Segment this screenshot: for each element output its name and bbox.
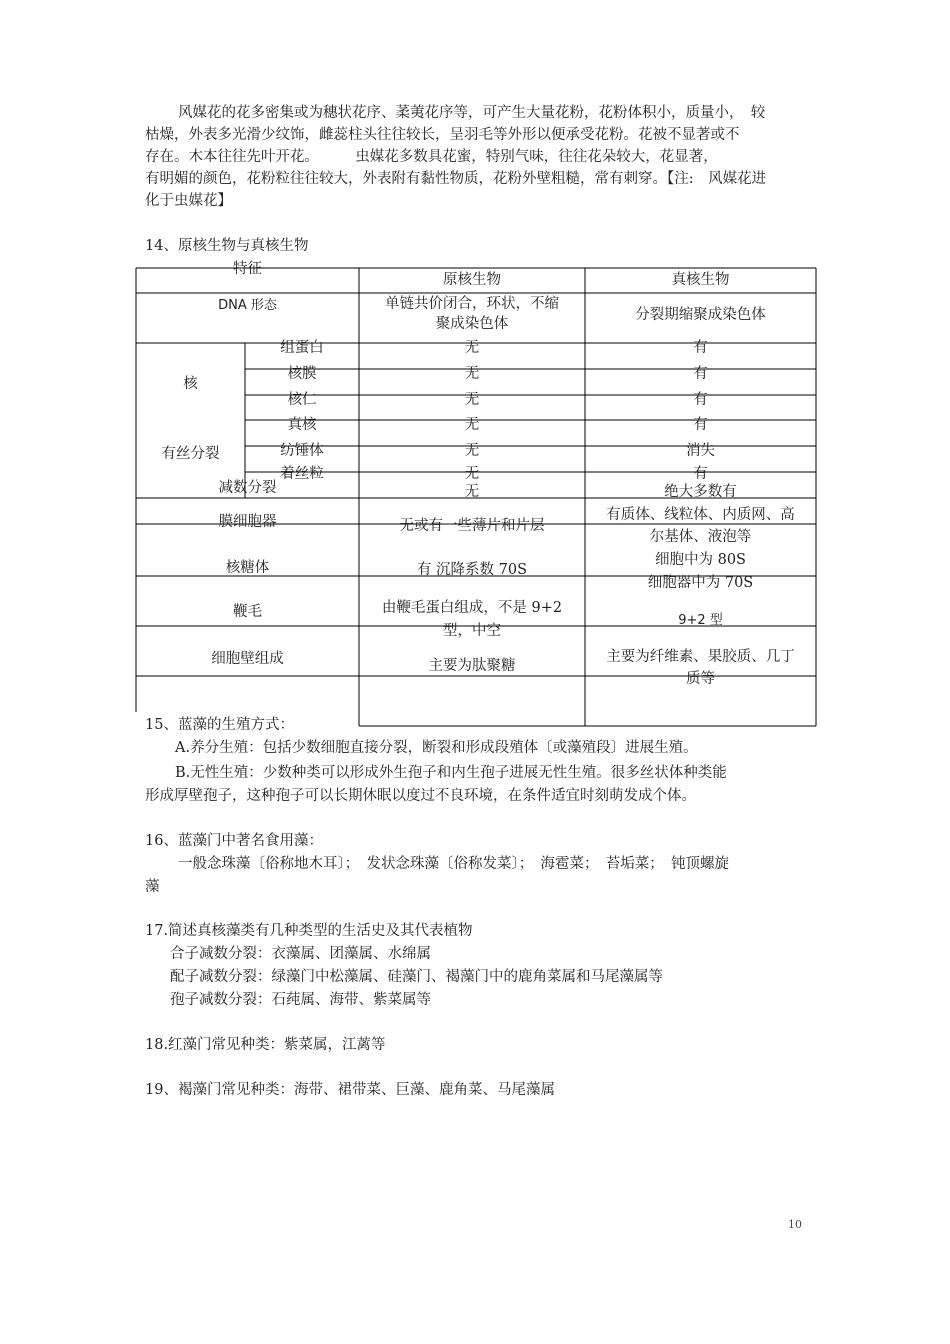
intro-line-5: 化于虫媒花】	[145, 193, 232, 209]
subrow-prokaryote: 无	[464, 392, 480, 408]
subrow-label: 核膜	[287, 366, 317, 382]
header-prokaryote: 原核生物	[443, 272, 501, 288]
row-ribosome-prokaryote: 有 沉降系数 70S	[416, 562, 528, 578]
header-eukaryote: 真核生物	[671, 272, 730, 288]
row-cellwall-prokaryote: 主要为肽聚糖	[428, 658, 516, 674]
intro-line-1: 风媒花的花多密集或为穗状花序、葇荑花序等，可产生大量花粉，花粉体积小，质量小， 较	[178, 105, 766, 121]
group-mitosis-label: 有丝分裂	[161, 446, 220, 462]
row-dna-prokaryote-line1: 单链共价闭合，环状，不缩	[385, 296, 559, 312]
row-ribosome-eukaryote-line2: 细胞器中为 70S	[647, 575, 754, 591]
section-14-title: 14、原核生物与真核生物	[145, 238, 309, 254]
section-15-item-b-line2: 形成厚壁孢子，这种孢子可以长期休眠以度过不良环境，在条件适宜时刻萌发成个体。	[145, 788, 696, 804]
section-16-line2: 藻	[145, 879, 160, 895]
row-cellwall-eukaryote-line1: 主要为纤维素、果胶质、几丁	[606, 649, 795, 665]
intro-line-3: 存在。木本往往先叶开花。 虫媒花多数具花蜜，特别气味，往往花朵较大，花显著，	[145, 149, 718, 165]
row-meiosis-prokaryote: 无	[464, 484, 480, 500]
group-nucleus-label: 核	[183, 376, 198, 392]
section-17-title: 17.简述真核藻类有几种类型的生活史及其代表植物	[145, 923, 473, 939]
row-organelle-label: 膜细胞器	[218, 514, 277, 530]
row-dna-label: DNA 形态	[218, 298, 277, 313]
row-organelle-prokaryote: 无或有一些薄片和片层	[399, 518, 545, 534]
subrow-label: 核仁	[287, 392, 317, 408]
row-flagellum-eukaryote: 9+2 型	[678, 613, 723, 628]
section-17-item: 合子减数分裂：衣藻属、团藻属、水绵属	[170, 946, 431, 962]
subrow-label: 真核	[287, 417, 317, 433]
row-flagellum-prokaryote-line1: 由鞭毛蛋白组成，不是 9+2	[381, 600, 563, 616]
section-16-title: 16、蓝藻门中著名食用藻：	[145, 833, 323, 849]
row-ribosome-label: 核糖体	[225, 560, 270, 576]
subrow-eukaryote: 有	[693, 366, 708, 382]
row-meiosis-eukaryote: 绝大多数有	[664, 484, 737, 500]
section-17-item: 配子减数分裂：绿藻门中松藻属、硅藻门、褐藻门中的鹿角菜属和马尾藻属等	[170, 969, 663, 985]
subrow-eukaryote: 有	[693, 392, 708, 408]
subrow-eukaryote: 有	[693, 340, 708, 356]
row-flagellum-prokaryote-line2: 型，中空	[443, 623, 501, 639]
row-organelle-eukaryote-line1: 有质体、线粒体、内质网、高	[606, 507, 795, 523]
subrow-eukaryote: 有	[693, 417, 708, 433]
section-16-line1: 一般念珠藻〔俗称地木耳〕； 发状念珠藻〔俗称发菜〕； 海雹菜； 苔垢菜； 钝顶螺旋	[178, 856, 729, 872]
subrow-prokaryote: 无	[464, 340, 480, 356]
section-17-item: 孢子减数分裂：石莼属、海带、紫菜属等	[170, 992, 431, 1008]
subrow-prokaryote: 无	[464, 417, 480, 433]
row-dna-eukaryote: 分裂期缩聚成染色体	[635, 307, 766, 323]
row-dna-prokaryote-line2: 聚成染色体	[435, 316, 509, 332]
row-flagellum-label: 鞭毛	[233, 604, 262, 620]
header-feature: 特征	[233, 261, 262, 277]
row-ribosome-eukaryote-line1: 细胞中为 80S	[655, 552, 746, 568]
section-15-title: 15、蓝藻的生殖方式：	[145, 717, 294, 733]
row-organelle-eukaryote-line2: 尔基体、液泡等	[649, 529, 752, 545]
section-15-item-b-line1: B.无性生殖：少数种类可以形成外生孢子和内生孢子进展无性生殖。很多丝状体种类能	[175, 765, 727, 781]
subrow-eukaryote: 有	[693, 466, 708, 482]
intro-line-4: 有明媚的颜色，花粉粒往往较大，外表附有黏性物质，花粉外壁粗糙，常有刺穿。【注: 风媒花进	[145, 171, 767, 187]
row-cellwall-label: 细胞壁组成	[211, 651, 284, 667]
subrow-prokaryote: 无	[464, 443, 480, 459]
row-cellwall-eukaryote-line2: 质等	[686, 671, 715, 687]
subrow-eukaryote: 消失	[686, 443, 715, 459]
subrow-label: 纺锤体	[280, 443, 324, 459]
subrow-prokaryote: 无	[464, 366, 480, 382]
page-number: 10	[788, 1218, 802, 1231]
subrow-label: 着丝粒	[280, 466, 324, 482]
subrow-label: 组蛋白	[280, 340, 324, 356]
subrow-prokaryote: 无	[464, 466, 480, 482]
intro-line-2: 枯燥，外表多光滑少纹饰，雌蕊柱头往往较长，呈羽毛等外形以便承受花粉。花被不显著或不	[145, 127, 740, 143]
section-15-item-a: A.养分生殖：包括少数细胞直接分裂，断裂和形成段殖体〔或藻殖段〕进展生殖。	[175, 740, 698, 756]
section-18: 18.红藻门常见种类：紫菜属，江蓠等	[145, 1037, 386, 1053]
row-meiosis-label: 减数分裂	[218, 480, 277, 496]
section-19: 19、褐藻门常见种类：海带、裙带菜、巨藻、鹿角菜、马尾藻属	[145, 1082, 555, 1098]
